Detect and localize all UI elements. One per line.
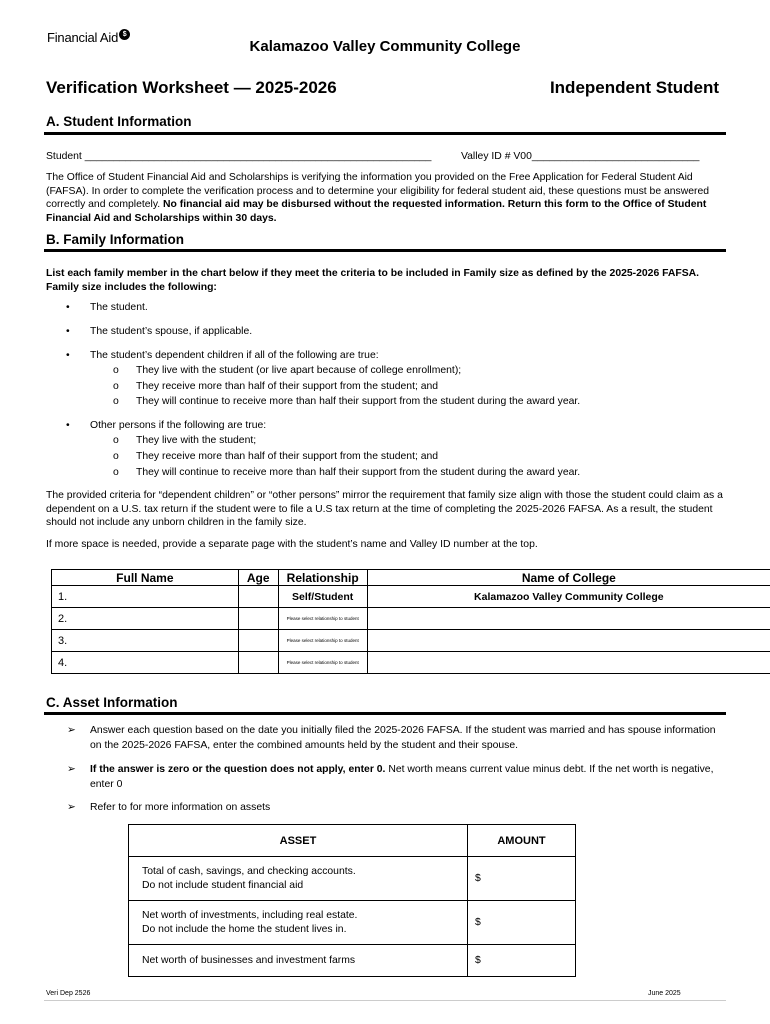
footer-form-code: Veri Dep 2526	[46, 990, 91, 997]
col-college: Name of College	[367, 570, 770, 586]
circle-bullet-icon: o	[113, 435, 119, 446]
sub-bullet-item: o They receive more than half of their support from the student; and	[113, 381, 439, 392]
valley-id-field[interactable]: Valley ID # V00_____________________________	[461, 151, 700, 162]
criteria-note: The provided criteria for “dependent children” or “other persons” mirror the requirement that family size align with those the student could claim as a dependent on a U.S. tax return if the student were to file a U.S tax return at the time of completing the 2025-2026 FAFSA. As a result, the student should not include any unborn children in the family size.	[46, 490, 723, 528]
college-field[interactable]	[367, 630, 770, 652]
age-field[interactable]	[238, 586, 278, 608]
section-b-rule	[44, 249, 726, 252]
amount-field[interactable]: $	[468, 901, 576, 945]
amount-field[interactable]: $	[468, 945, 576, 977]
age-field[interactable]	[238, 652, 278, 674]
age-field[interactable]	[238, 630, 278, 652]
college-field[interactable]	[367, 608, 770, 630]
relationship-select[interactable]: Please select relationship to student	[278, 608, 367, 630]
circle-bullet-icon: o	[113, 467, 119, 478]
space-note: If more space is needed, provide a separate page with the student’s name and Valley ID number at the top.	[46, 539, 538, 550]
arrow-bullet-icon: ➢	[67, 725, 76, 736]
relationship-field: Self/Student	[278, 586, 367, 608]
bullet-icon: •	[66, 350, 70, 361]
table-row	[129, 945, 576, 977]
student-type: Independent Student	[549, 78, 719, 97]
bullet-item: • The student’s dependent children if all of the following are true:	[66, 350, 379, 361]
full-name-field[interactable]: 4.	[52, 652, 239, 674]
sub-bullet-item: o They live with the student;	[113, 435, 257, 446]
section-b-heading: B. Family Information	[46, 232, 185, 247]
sub-bullet-item: o They live with the student (or live apart because of college enrollment);	[113, 365, 462, 376]
table-row	[52, 608, 770, 630]
bullet-icon: •	[66, 326, 70, 337]
bullet-icon: •	[66, 420, 70, 431]
col-amount: AMOUNT	[468, 825, 576, 857]
bullet-icon: •	[66, 302, 70, 313]
asset-description: Net worth of businesses and investment farms	[129, 945, 468, 977]
section-a-intro	[46, 171, 728, 225]
arrow-bullet-icon: ➢	[67, 802, 76, 813]
sub-bullet-item: o They receive more than half of their support from the student; and	[113, 451, 439, 462]
asset-description: Total of cash, savings, and checking accounts. Do not include student financial aid	[129, 857, 468, 901]
full-name-field[interactable]: 1.	[52, 586, 239, 608]
college-name: Kalamazoo Valley Community College	[249, 38, 521, 55]
bullet-item: • The student.	[66, 302, 148, 313]
logo-text: Financial Aid	[47, 30, 119, 45]
arrow-item: ➢ Refer to for more information on assets	[67, 801, 727, 816]
college-field[interactable]	[367, 652, 770, 674]
full-name-field[interactable]: 2.	[52, 608, 239, 630]
student-name-field[interactable]: Student ____________________________________________________________	[46, 151, 432, 162]
arrow-item: ➢ Answer each question based on the date you initially filed the 2025-2026 FAFSA. If the student was married and has spouse information on the 2025-2026 FAFSA, enter the combined amounts held by the student and their spouse.	[67, 725, 716, 751]
sub-bullet-item: o They will continue to receive more than half their support from the student during the award year.	[113, 396, 581, 407]
arrow-item: ➢ If the answer is zero or the question does not apply, enter 0. Net worth means current value minus debt. If the net worth is negative, enter 0	[67, 764, 714, 790]
student-id-row	[46, 150, 728, 164]
table-row	[52, 630, 770, 652]
family-instruction: List each family member in the chart below if they meet the criteria to be included in Family size as defined by the 2025-2026 FAFSA. Family size includes the following:	[46, 268, 700, 293]
asset-table-header	[129, 825, 576, 857]
bullet-item: • Other persons if the following are true:	[66, 420, 267, 431]
intro-text: The Office of Student Financial Aid and Scholarships is verifying the information you provided on the Free Application for Federal Student Aid (FAFSA). In order to complete the verification process and to determine your eligibility for federal student aid, these questions must be answered correctly and completely.	[46, 172, 710, 210]
table-row	[129, 857, 576, 901]
asset-table	[128, 824, 576, 977]
circle-bullet-icon: o	[113, 365, 119, 376]
circle-bullet-icon: o	[113, 381, 119, 392]
family-table-header	[52, 570, 770, 586]
col-full-name: Full Name	[52, 570, 239, 586]
section-c-heading: C. Asset Information	[46, 695, 178, 710]
table-row	[129, 901, 576, 945]
intro-bold-text: No financial aid may be disbursed without the requested information. Return this form to the Office of Student Financial Aid and Scholarships within 30 days.	[46, 199, 707, 224]
section-a-heading: A. Student Information	[46, 114, 192, 129]
col-relationship: Relationship	[278, 570, 367, 586]
table-row	[52, 652, 770, 674]
circle-bullet-icon: o	[113, 451, 119, 462]
dollar-badge-icon: $	[119, 29, 130, 40]
college-field: Kalamazoo Valley Community College	[367, 586, 770, 608]
footer-date: June 2025	[648, 990, 681, 997]
relationship-select[interactable]: Please select relationship to student	[278, 652, 367, 674]
bullet-item: • The student’s spouse, if applicable.	[66, 326, 253, 337]
circle-bullet-icon: o	[113, 396, 119, 407]
section-a-rule	[44, 132, 726, 135]
full-name-field[interactable]: 3.	[52, 630, 239, 652]
table-row	[52, 586, 770, 608]
age-field[interactable]	[238, 608, 278, 630]
amount-field[interactable]: $	[468, 857, 576, 901]
page-title: Verification Worksheet — 2025-2026	[46, 78, 337, 97]
col-asset: ASSET	[129, 825, 468, 857]
family-table	[51, 569, 770, 674]
section-c-rule	[44, 712, 726, 715]
sub-bullet-item: o They will continue to receive more than half their support from the student during the award year.	[113, 467, 581, 478]
arrow-bullet-icon: ➢	[67, 764, 76, 775]
relationship-select[interactable]: Please select relationship to student	[278, 630, 367, 652]
footer-divider	[44, 1000, 726, 1001]
asset-description: Net worth of investments, including real estate. Do not include the home the student lives in.	[129, 901, 468, 945]
col-age: Age	[238, 570, 278, 586]
